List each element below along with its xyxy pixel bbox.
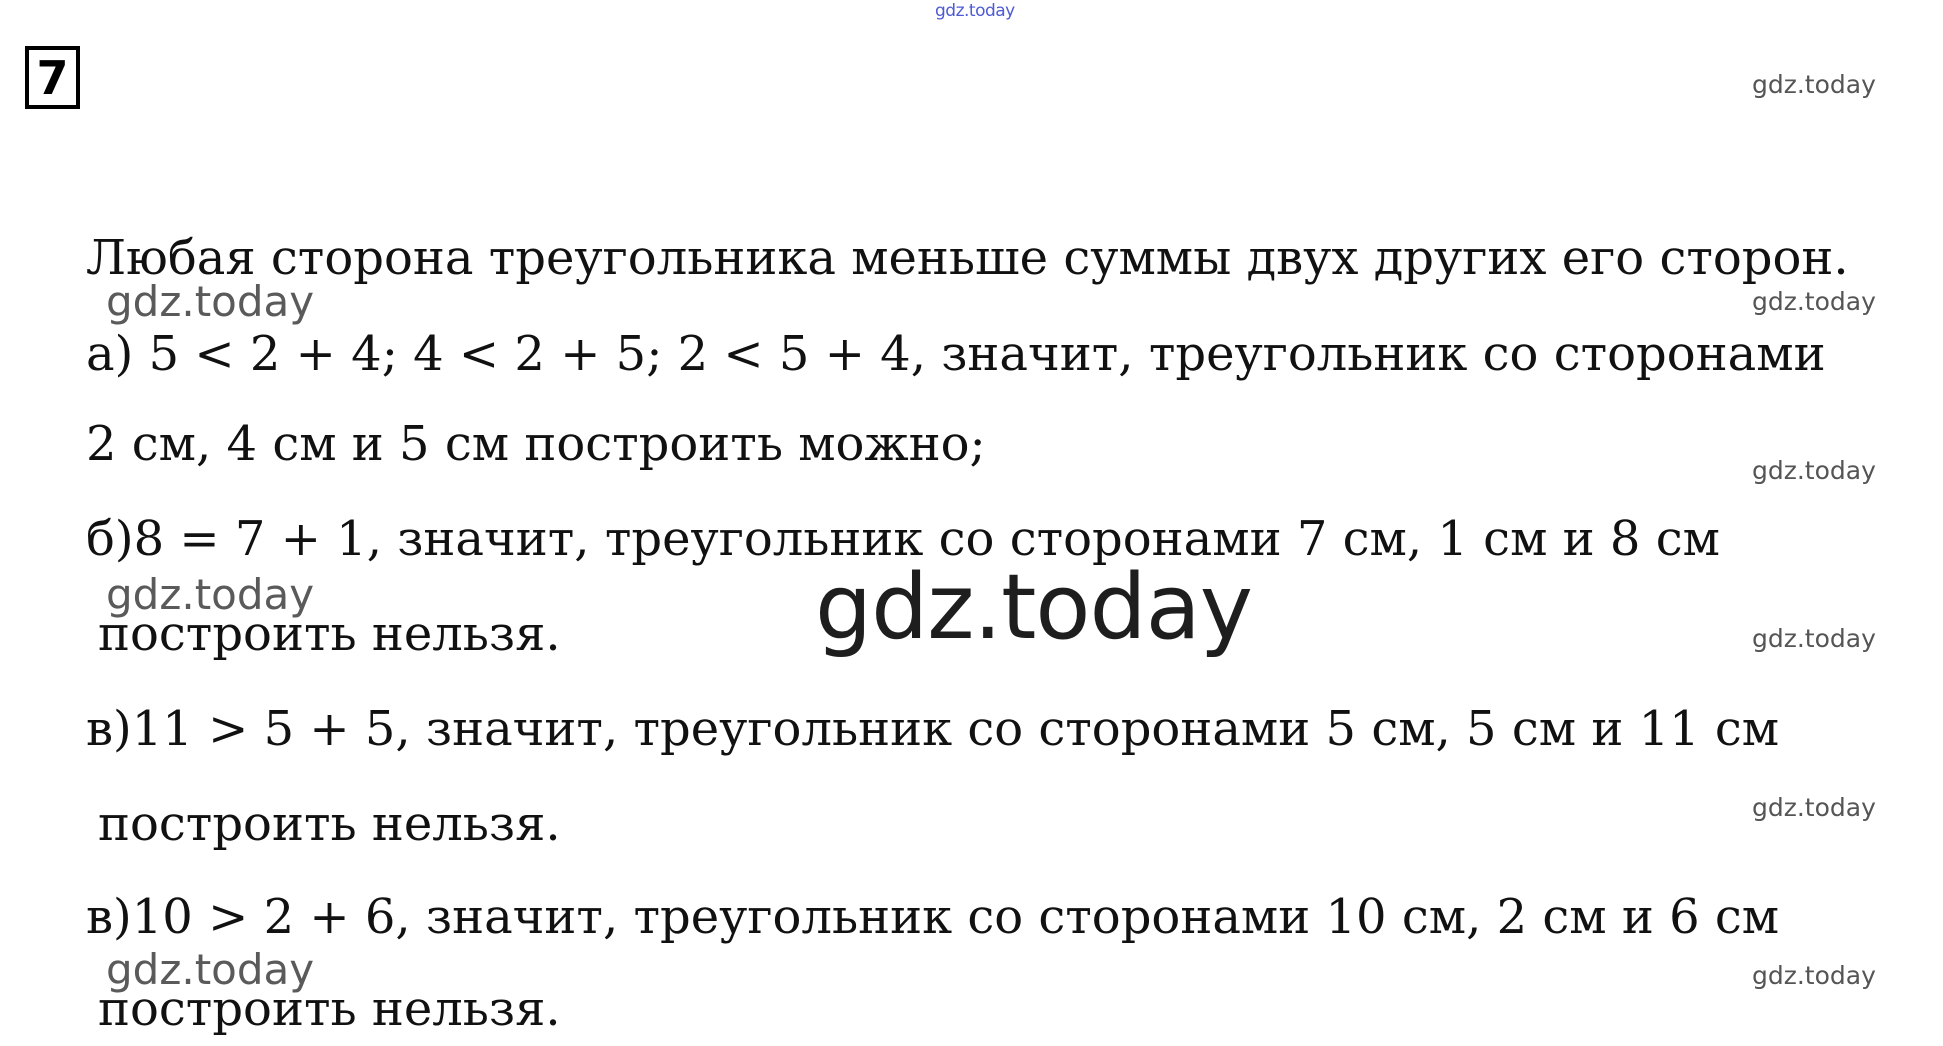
watermark-center: gdz.today xyxy=(815,555,1253,660)
part-d-line-2: построить нельзя. xyxy=(98,981,561,1037)
watermark-right-6: gdz.today xyxy=(1752,961,1876,990)
watermark-right-3: gdz.today xyxy=(1752,456,1876,485)
part-d-line-1: в)10 > 2 + 6, значит, треугольник со сторонами 10 см, 2 см и 6 см xyxy=(86,889,1780,945)
watermark-left-1: gdz.today xyxy=(106,277,315,326)
watermark-right-1: gdz.today xyxy=(1752,70,1876,99)
task-number: 7 xyxy=(36,50,69,105)
part-c-line-1: в)11 > 5 + 5, значит, треугольник со сторонами 5 см, 5 см и 11 см xyxy=(86,701,1780,757)
watermark-right-5: gdz.today xyxy=(1752,793,1876,822)
part-b-line-1: б)8 = 7 + 1, значит, треугольник со сторонами 7 см, 1 см и 8 см xyxy=(86,511,1720,567)
watermark-right-2: gdz.today xyxy=(1752,287,1876,316)
watermark-left-2: gdz.today xyxy=(106,570,315,619)
watermark-right-4: gdz.today xyxy=(1752,624,1876,653)
part-a-line-2: 2 см, 4 см и 5 см построить можно; xyxy=(86,416,986,472)
watermark-left-3: gdz.today xyxy=(106,945,315,994)
part-a-line-1: а) 5 < 2 + 4; 4 < 2 + 5; 2 < 5 + 4, значит, треугольник со сторонами xyxy=(86,326,1826,382)
intro-line: Любая сторона треугольника меньше суммы двух других его сторон. xyxy=(86,230,1849,286)
task-number-box xyxy=(25,46,80,109)
part-b-line-2: построить нельзя. xyxy=(98,606,561,662)
top-watermark: gdz.today xyxy=(935,1,1015,21)
part-c-line-2: построить нельзя. xyxy=(98,796,561,852)
